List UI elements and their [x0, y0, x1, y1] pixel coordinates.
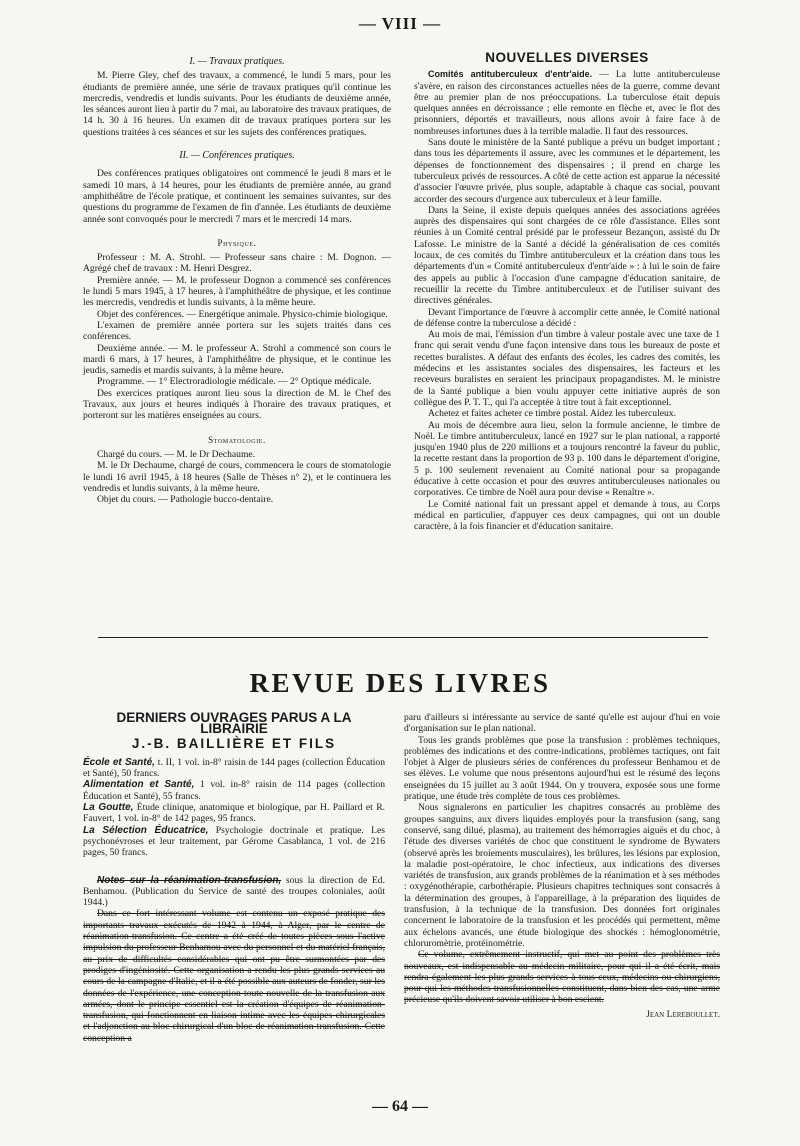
horizontal-divider	[98, 637, 708, 638]
paragraph: Première année. — M. le professeur Dognon a commencé ses conférences le lundi 5 mars 1945, à 17 heures, à l'amphithéâtre de physique, et les continue les mercredis, vendredis et lundis suivants, à la même heure.	[83, 274, 391, 309]
book-title: La Sélection Éducatrice,	[83, 824, 209, 836]
paragraph: Le Comité national fait un pressant appel et demande à tous, au Corps médical en particulier, d'appuyer ces deux campagnes, qui ont un double caractère, à la fois financier et d'éducation sanitaire.	[414, 498, 720, 533]
book-entry	[83, 779, 385, 802]
book-title: Alimentation et Santé,	[83, 779, 195, 791]
book-details: 1 vol. in-8° raisin de 114 pages (collection Éducation et Santé), 55 francs.	[83, 779, 386, 802]
book-title: La Goutte,	[83, 802, 134, 814]
review-book-details: sous la direction de Ed. Benhamou. (Publication du Service de santé des troupes coloniales, août 1944.)	[83, 874, 385, 909]
paragraph: Des exercices pratiques auront lieu sous la direction de M. le Chef des Travaux, aux jours et heures indiqués à l'horaire des travaux pratiques, et porteront sur les matières enseignées au cours.	[83, 387, 391, 422]
review-signature: Jean Lereboullet.	[646, 1008, 720, 1020]
paragraph	[414, 69, 720, 137]
review-continuation-column	[404, 712, 720, 1020]
book-entry	[83, 802, 385, 825]
review-paragraph: Tous les grands problèmes que pose la transfusion : problèmes techniques, problèmes des indications et des contre-indications, problèmes tactiques, ont fait l'objet à Alger de plusieurs séries de conférences du professeur Benhamou et de ses élèves. Le volume que nous présentons aujourd'hui est le résumé des leçons enseignées du 15 juillet au 3 août 1944. On y trouvera, exposée sous une forme pratique, une étude très complète de tous ces problèmes.	[404, 734, 720, 803]
subject-title-physique: Physique.	[217, 237, 257, 248]
book-list-column	[83, 712, 385, 1044]
paragraph: Dans la Seine, il existe depuis quelques années des associations agréées auprès des dispensaires qui sont chargées de ce rôle d'assistance. Elles sont réunies à un Comité central présidé par le professeur Bezançon, assisté du Dr Lafosse. Le ministre de la Santé a décidé la généralisation de ces comités locaux, de ces comités du Timbre antituberculeux et la création dans tous les départements d'un « Comité antituberculeux d'entr'aide » : à lui le soin de faire des appels au public à l'occasion d'une campagne d'éducation sanitaire, de recueillir la recette du Timbre antituberculeux et de l'utiliser suivant des directives générales.	[414, 204, 720, 307]
roman-folio: — VIII —	[358, 14, 442, 33]
paragraph: Sans doute le ministère de la Santé publique a prévu un budget important ; dans tous les départements il assure, avec les communes et le département, les dépenses de fonctionnement des dispensaires ; il prend en charge les tuberculeux privés de ressources. A côté de cette action est apparue la nécessité d'associer l'œuvre privée, plus souple, adaptable à chaque cas social, pouvant accorder des secours d'urgence aux tuberculeux et à leur famille.	[414, 137, 720, 205]
review-paragraph: Dans ce fort intéressant volume est contenu un exposé pratique des importants travaux exécutés de 1942 à 1944, à Alger, par le centre de réanimation-transfusion. Ce centre a été créé de toutes pièces sous l'active impulsion du professeur Benhamou avec du personnel et du matériel français, au prix de difficultés considérables qui ont pu être surmontées par des prodiges d'ingéniosité. Cette organisation a rendu les plus grands services au cours de la campagne d'Italie, et il a été possible aux auteurs de fonder, sur les données de l'expérience, une conception toute nouvelle de la transfusion aux armées, dont le principe essentiel est la création d'équipes de réanimation-transfusion, qui fonctionnent en liaison intime avec les équipes chirurgicales et l'adjonction au bloc chirurgical d'un bloc de réanimation-transfusion. Cette conception a	[83, 908, 385, 1044]
subject-title-stomatologie: Stomatologie.	[208, 434, 266, 445]
paragraph: Au mois de décembre aura lieu, selon la formule ancienne, le timbre de Noël. Le timbre antituberculeux, lancé en 1927 sur le plan national, a rapporté jusqu'en 1940 plus de 220 millions et a toujours rencontré la faveur du public, la recette restant dans la proportion de 93 p. 100 dans le département d'origine, 5 p. 100 seulement revenaient au Comité national pour sa propagande éducative à cette occasion et pour des œuvres antituberculeuses nationales ou corporatives. Ce timbre de Noël aura pour devise « Renaître ».	[414, 419, 720, 499]
section-title-conferences: II. — Conférences pratiques.	[179, 150, 295, 162]
paragraph: M. le Dr Dechaume, chargé de cours, commencera le cours de stomatologie le lundi 16 avril 1945, à 18 heures (Salle de Thèses n° 2), et le continuera les vendredis et lundis suivants, à la même heure.	[83, 460, 391, 494]
book-details: t. II, 1 vol. in-8° raisin de 144 pages (collection Éducation et Santé), 50 francs.	[83, 756, 386, 780]
section-title-travaux: I. — Travaux pratiques.	[189, 56, 285, 67]
paragraph: Programme. — 1° Electroradiologie médicale. — 2° Optique médicale.	[97, 376, 372, 388]
paragraph: Achetez et faites acheter ce timbre postal. Aidez les tuberculeux.	[428, 408, 676, 420]
paragraph: Des conférences pratiques obligatoires ont commencé le jeudi 8 mars et le samedi 10 mars, à 14 heures, pour les étudiants de première année, au grand amphithéâtre de l'école pratique, et continuent les semaines suivantes, sur des questions du programme de l'examen de fin d'année. Les étudiants de deuxième année sont convoqués pour le mercredi 7 mars et le mercredi 14 mars.	[83, 168, 391, 225]
book-entry	[83, 757, 385, 780]
page-number: — 64 —	[372, 1098, 428, 1115]
lead-title: Comités antituberculeux d'entr'aide.	[428, 69, 593, 80]
lead-text: — La lutte antituberculeuse s'avère, en raison des circonstances actuelles nées de la guerre, comme devant être au premier plan de nos préoccupations. La tuberculose était depuis quelques années en décroissance ; elle remonte en flèche et, avec le flot des prisonniers, déportés et travailleurs, nous allons avoir à faire face à de nombreuses infortunes dues à la terrible maladie. Il faut des ressources.	[414, 69, 720, 137]
publisher-heading: J.-B. BAILLIÈRE ET FILS	[131, 735, 337, 751]
paragraph: M. Pierre Gley, chef des travaux, a commencé, le lundi 5 mars, pour les étudiants de première année, une série de travaux pratiques qu'il continue les mercredis, vendredis et lundis suivants. Pour les étudiants de deuxième année, les séances auront lieu à partir du 7 mai, au laboratoire des travaux pratiques, de 14 h. 30 à 16 heures. Un examen dit de travaux pratiques portera sur les questions traitées à ces séances et sur les sujets des conférences pratiques.	[83, 70, 391, 138]
review-paragraph: Ce volume, extrêmement instructif, qui met au point des problèmes très nouveaux, est indispensable au médecin militaire, pour qui il a été écrit, mais rendra également les plus grands services à tous ceux, médecins ou chirurgiens, pour qui les méthodes transfusionnelles constituent, dans bien des cas, une arme précieuse qu'ils doivent savoir utiliser à bon escient.	[404, 949, 720, 1006]
section-heading-nouvelles: NOUVELLES DIVERSES	[485, 50, 649, 65]
book-details: Psychologie doctrinale et pratique. Les psychonévroses et leur traitement, par Gérome Casablanca, 1 vol. de 216 pages, 50 francs.	[83, 824, 385, 859]
paragraph: L'examen de première année portera sur les sujets traités dans ces conférences.	[83, 319, 391, 343]
faculty-announcements-column	[83, 52, 391, 505]
book-details: Étude clinique, anatomique et biologique, par H. Paillard et R. Fauvert, 1 vol. in-8° de 142 pages, 95 francs.	[83, 802, 385, 825]
review-paragraph: Nous signalerons en particulier les chapitres consacrés au problème des groupes sanguins, aux divers liquides employés pour la transfusion (sang, sang conservé, sang dilué, plasma), au traitement des hémorragies aiguës et du choc, à l'étude des diverses variétés de choc que constituent le syndrome de Bywaters (observé après les broiements musculaires), les brûlures, les lésions par explosion, la maladie post-opératoire, le choc infectieux, aux indications des diverses variétés de transfusion, aux grands problèmes de la réanimation et à ses méthodes : oxygénothérapie, carbothérapie. Plusieurs chapitres techniques sont consacrés à la détermination des groupes, à l'appareillage, à la préparation des liquides de transfusion, à la technique de la transfusion. Des données fort originales concernent le laboratoire de la transfusion et les procédés qui permettent, même aux échelons avancés, une étude biologique des shockés : hémoglonométrie, chloruromètrie, protéinométrie.	[404, 802, 720, 949]
nouvelles-diverses-column	[414, 52, 720, 532]
paragraph: Deuxième année. — M. le professeur A. Strohl a commencé son cours le mardi 6 mars, à 17 heures, à l'amphithéâtre de physique, et le continue les jeudis, samedis et mardis suivants, à la même heure.	[83, 342, 391, 377]
paragraph: Chargé du cours. — M. le Dr Dechaume.	[97, 448, 256, 460]
book-entry	[83, 825, 385, 859]
paragraph: Devant l'importance de l'œuvre à accomplir cette année, le Comité national de défense contre la tuberculose a décidé :	[414, 306, 720, 329]
library-heading: DERNIERS OUVRAGES PARUS A LA LIBRAIRIE	[116, 710, 352, 737]
book-title: École et Santé,	[83, 756, 155, 768]
paragraph: Objet du cours. — Pathologie bucco-dentaire.	[97, 494, 274, 506]
paragraph: Objet des conférences. — Energétique animale. Physico-chimie biologique.	[97, 308, 388, 320]
review-book-title: Notes sur la réanimation-transfusion,	[97, 874, 282, 886]
paragraph: Professeur : M. A. Strohl. — Professeur sans chaire : M. Dognon. — Agrégé chef de travaux : M. Henri Desgrez.	[83, 252, 391, 275]
revue-des-livres-title: REVUE DES LIVRES	[249, 668, 551, 698]
paragraph: Au mois de mai, l'émission d'un timbre à valeur postale avec une taxe de 1 franc qui serait vendu d'une façon intensive dans tous les bureaux de poste et recettes buralistes. A défaut des enfants des écoles, les cadres des comités, les médecins et les assistantes sociales des dispensaires, les facteurs et les receveurs buralistes en seraient les principaux propagandistes. M. le ministre de la Santé publique a bien voulu appuyer cette initiative auprès de son collègue des P. T. T., qui l'a acceptée à titre tout à fait exceptionnel.	[414, 329, 720, 408]
review-paragraph: paru d'ailleurs si intéressante au service de santé qu'elle est aujour d'hui en voie d'organisation sur le plan national.	[404, 712, 720, 735]
review-intro	[83, 875, 385, 909]
